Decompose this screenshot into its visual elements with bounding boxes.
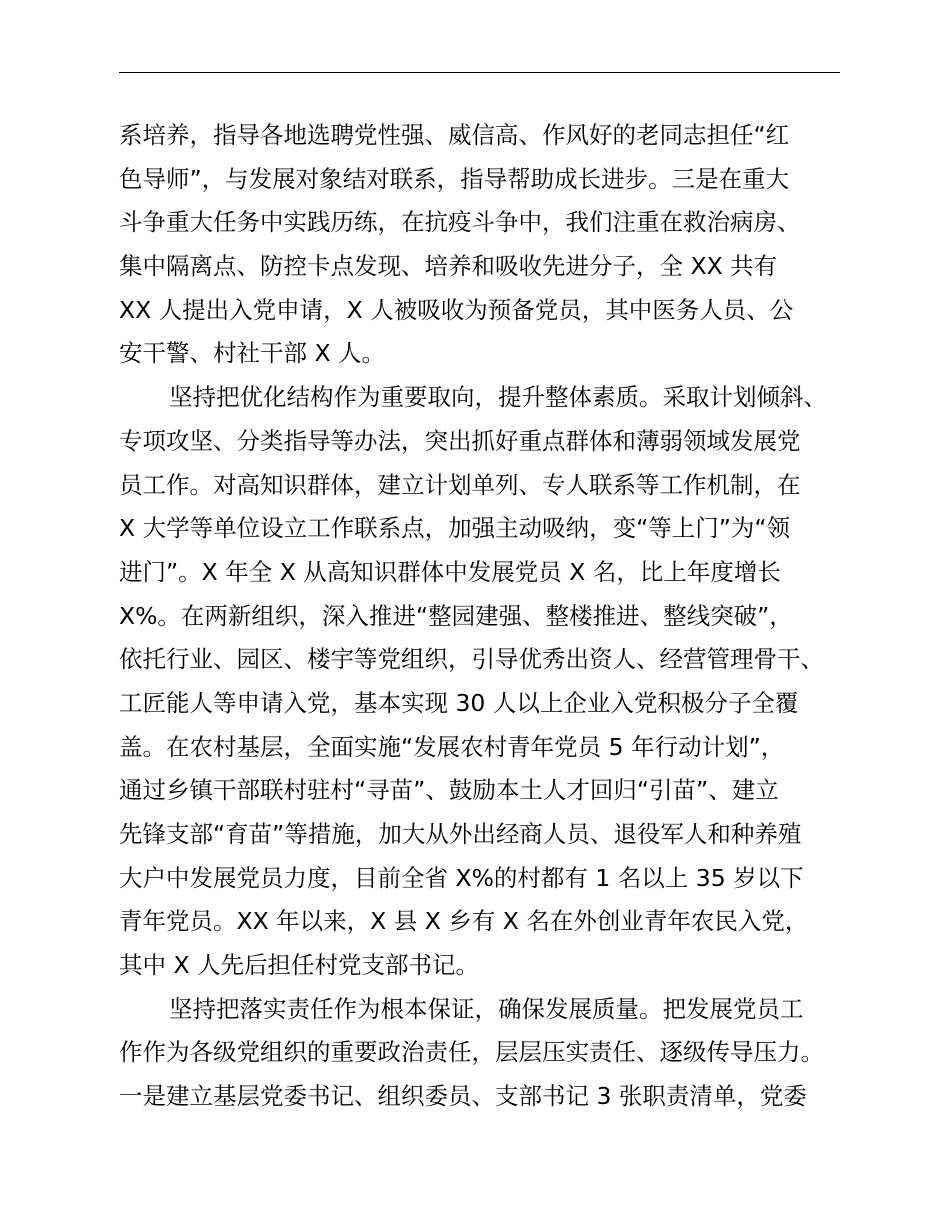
text-line: 盖。在农村基层，全面实施“发展农村青年党员 5 年行动计划”，	[119, 732, 785, 761]
text-line: 其中 X 人先后担任村党支部书记。	[119, 951, 480, 980]
text-line: X 大学等单位设立工作联系点，加强主动吸纳，变“等上门”为“领	[119, 514, 791, 543]
header-rule	[119, 72, 840, 73]
text-line: 先锋支部“育苗”等措施，加大从外出经商人员、退役军人和种养殖	[119, 820, 802, 848]
text-line: 色导师”，与发展对象结对联系，指导帮助成长进步。三是在重大	[119, 164, 790, 193]
text-line: 通过乡镇干部联村驻村“寻苗”、鼓励本土人才回归“引苗”、建立	[119, 776, 779, 805]
text-line: 斗争重大任务中实践历练，在抗疫斗争中，我们注重在救治病房、	[119, 208, 801, 237]
text-line: 安干警、村社干部 X 人。	[119, 339, 386, 368]
paragraph-start-line: 坚持把落实责任作为根本保证，确保发展质量。把发展党员工	[169, 994, 804, 1023]
text-line: 员工作。对高知识群体，建立计划单列、专人联系等工作机制，在	[119, 470, 801, 499]
text-line: 专项攻坚、分类指导等办法，突出抓好重点群体和薄弱领域发展党	[119, 426, 801, 455]
text-line: 作作为各级党组织的重要政治责任，层层压实责任、逐级传导压力。	[119, 1038, 824, 1067]
text-line: 工匠能人等申请入党，基本实现 30 人以上企业入党积极分子全覆	[119, 688, 799, 717]
text-line: 青年党员。XX 年以来，X 县 X 乡有 X 名在外创业青年农民入党，	[119, 907, 809, 936]
text-line: 进门”。X 年全 X 从高知识群体中发展党员 X 名，比上年度增长	[119, 557, 781, 586]
text-line: 一是建立基层党委书记、组织委员、支部书记 3 张职责清单，党委	[119, 1082, 807, 1111]
text-line: X%。在两新组织，深入推进“整园建强、整楼推进、整线突破”，	[119, 601, 793, 630]
text-line: 集中隔离点、防控卡点发现、培养和吸收先进分子，全 XX 共有	[119, 252, 778, 281]
document-body	[119, 114, 843, 1119]
text-line: 系培养，指导各地选聘党性强、威信高、作风好的老同志担任“红	[119, 121, 790, 149]
paragraph-start-line: 坚持把优化结构作为重要取向，提升整体素质。采取计划倾斜、	[169, 383, 827, 412]
text-line: 依托行业、园区、楼宇等党组织，引导优秀出资人、经营管理骨干、	[119, 645, 824, 674]
text-line: 大户中发展党员力度，目前全省 X%的村都有 1 名以上 35 岁以下	[119, 863, 804, 892]
text-line: XX 人提出入党申请，X 人被吸收为预备党员，其中医务人员、公	[119, 295, 794, 324]
